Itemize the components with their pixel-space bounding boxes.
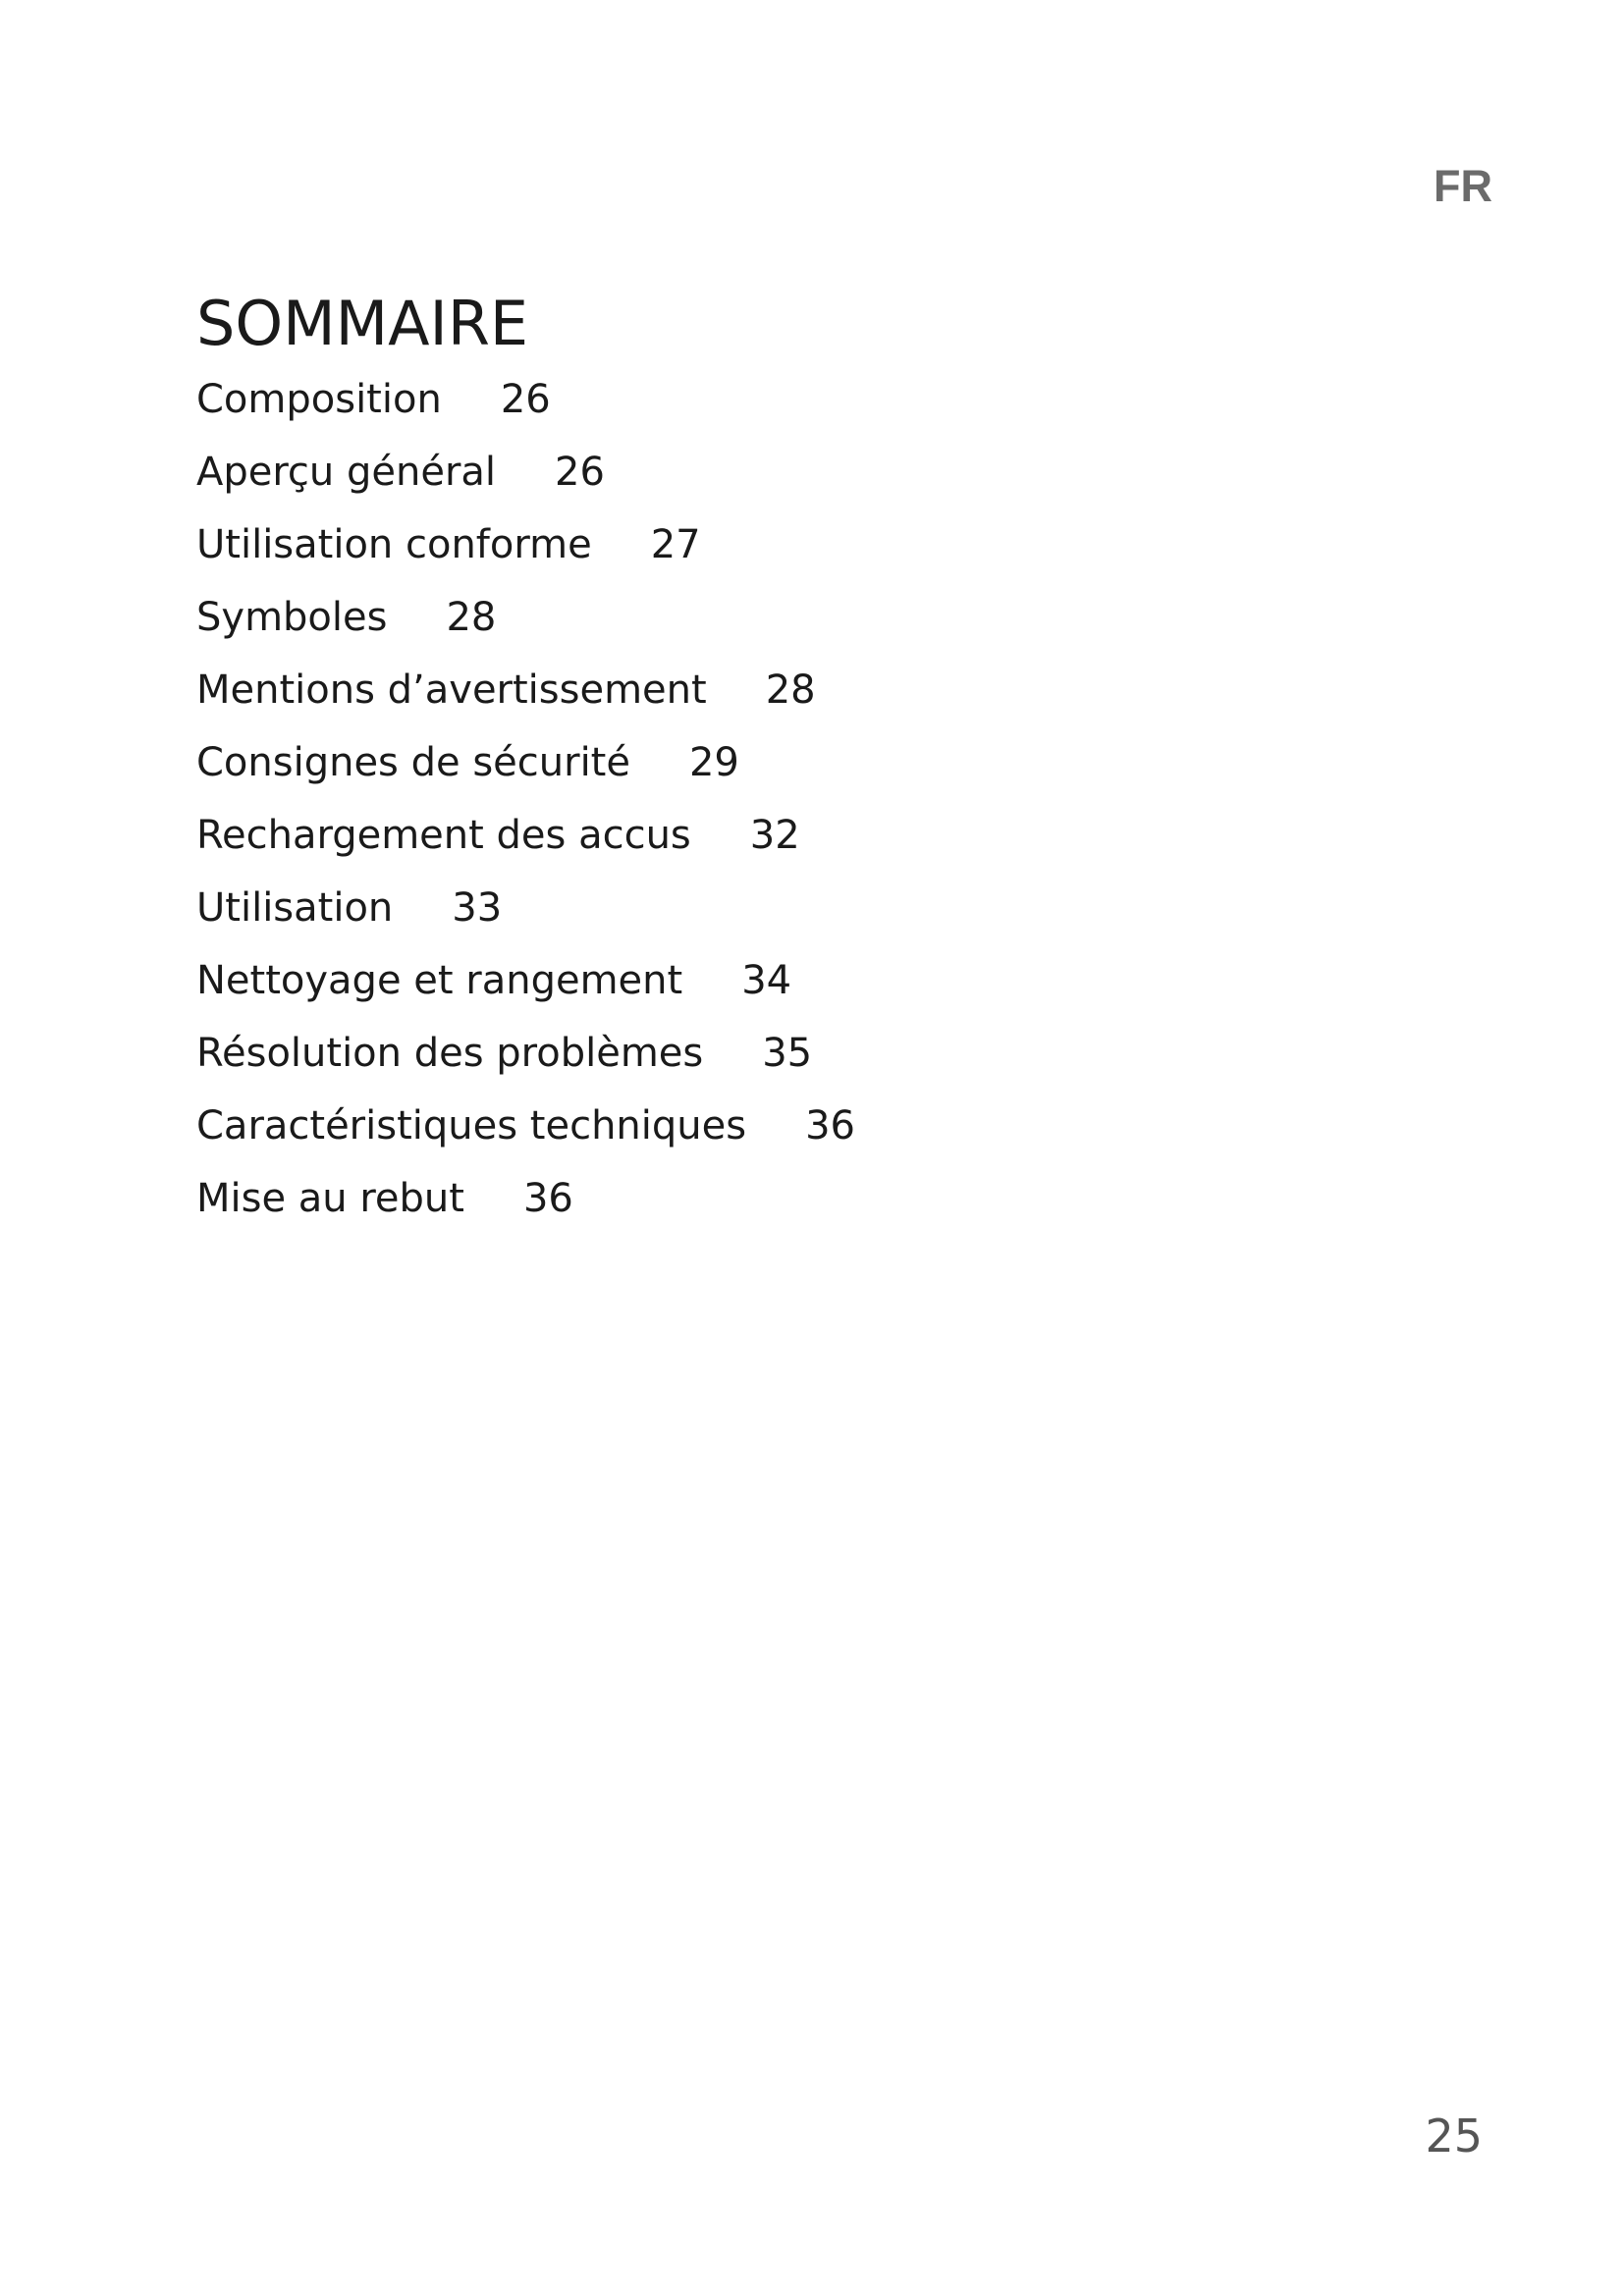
- toc-entry-page: 32: [749, 813, 800, 858]
- toc-entry-page: 36: [522, 1176, 573, 1221]
- toc-entry-utilisation[interactable]: [196, 872, 1178, 944]
- toc-entry-title: Aperçu général: [196, 450, 497, 495]
- toc-entry-title: Utilisation: [196, 885, 394, 931]
- toc-entry-title: Nettoyage et rangement: [196, 958, 683, 1003]
- toc-entry-page: 35: [762, 1031, 813, 1076]
- toc-title: SOMMAIRE: [196, 288, 529, 359]
- toc-entry-title: Mise au rebut: [196, 1176, 464, 1221]
- toc-entry-rechargement-accus[interactable]: [196, 799, 1178, 872]
- toc-entry-title: Caractéristiques techniques: [196, 1103, 747, 1148]
- toc-entry-page: 33: [452, 885, 503, 931]
- toc-entry-page: 26: [500, 377, 551, 422]
- toc-entry-nettoyage-rangement[interactable]: [196, 944, 1178, 1017]
- toc-entry-composition[interactable]: [196, 363, 1178, 436]
- toc-entry-page: 36: [805, 1103, 855, 1148]
- toc-entry-page: 29: [688, 740, 739, 785]
- table-of-contents: [196, 285, 1178, 1235]
- toc-entry-title: Résolution des problèmes: [196, 1031, 704, 1076]
- toc-entry-caracteristiques-techniques[interactable]: [196, 1090, 1178, 1162]
- toc-entry-apercu-general[interactable]: [196, 436, 1178, 508]
- toc-entry-title: Symboles: [196, 595, 388, 640]
- toc-entry-mentions-avertissement[interactable]: [196, 654, 1178, 726]
- toc-entry-symboles[interactable]: [196, 581, 1178, 654]
- toc-entry-title: Composition: [196, 377, 442, 422]
- toc-entry-page: 28: [765, 667, 816, 713]
- toc-entry-title: Consignes de sécurité: [196, 740, 630, 785]
- page-number: 25: [1425, 2109, 1483, 2163]
- toc-entry-title: Mentions d’avertissement: [196, 667, 707, 713]
- toc-entry-page: 34: [741, 958, 792, 1003]
- toc-entry-title: Utilisation conforme: [196, 522, 592, 567]
- toc-entry-utilisation-conforme[interactable]: [196, 508, 1178, 581]
- toc-entry-page: 27: [650, 522, 701, 567]
- toc-entry-consignes-securite[interactable]: [196, 726, 1178, 799]
- toc-entry-mise-au-rebut[interactable]: [196, 1162, 1178, 1235]
- toc-entry-page: 28: [446, 595, 497, 640]
- toc-entry-page: 26: [555, 450, 605, 495]
- toc-entry-title: Rechargement des accus: [196, 813, 691, 858]
- toc-entry-resolution-problemes[interactable]: [196, 1017, 1178, 1090]
- language-tag: FR: [1434, 161, 1492, 211]
- toc-list: [196, 363, 1178, 1235]
